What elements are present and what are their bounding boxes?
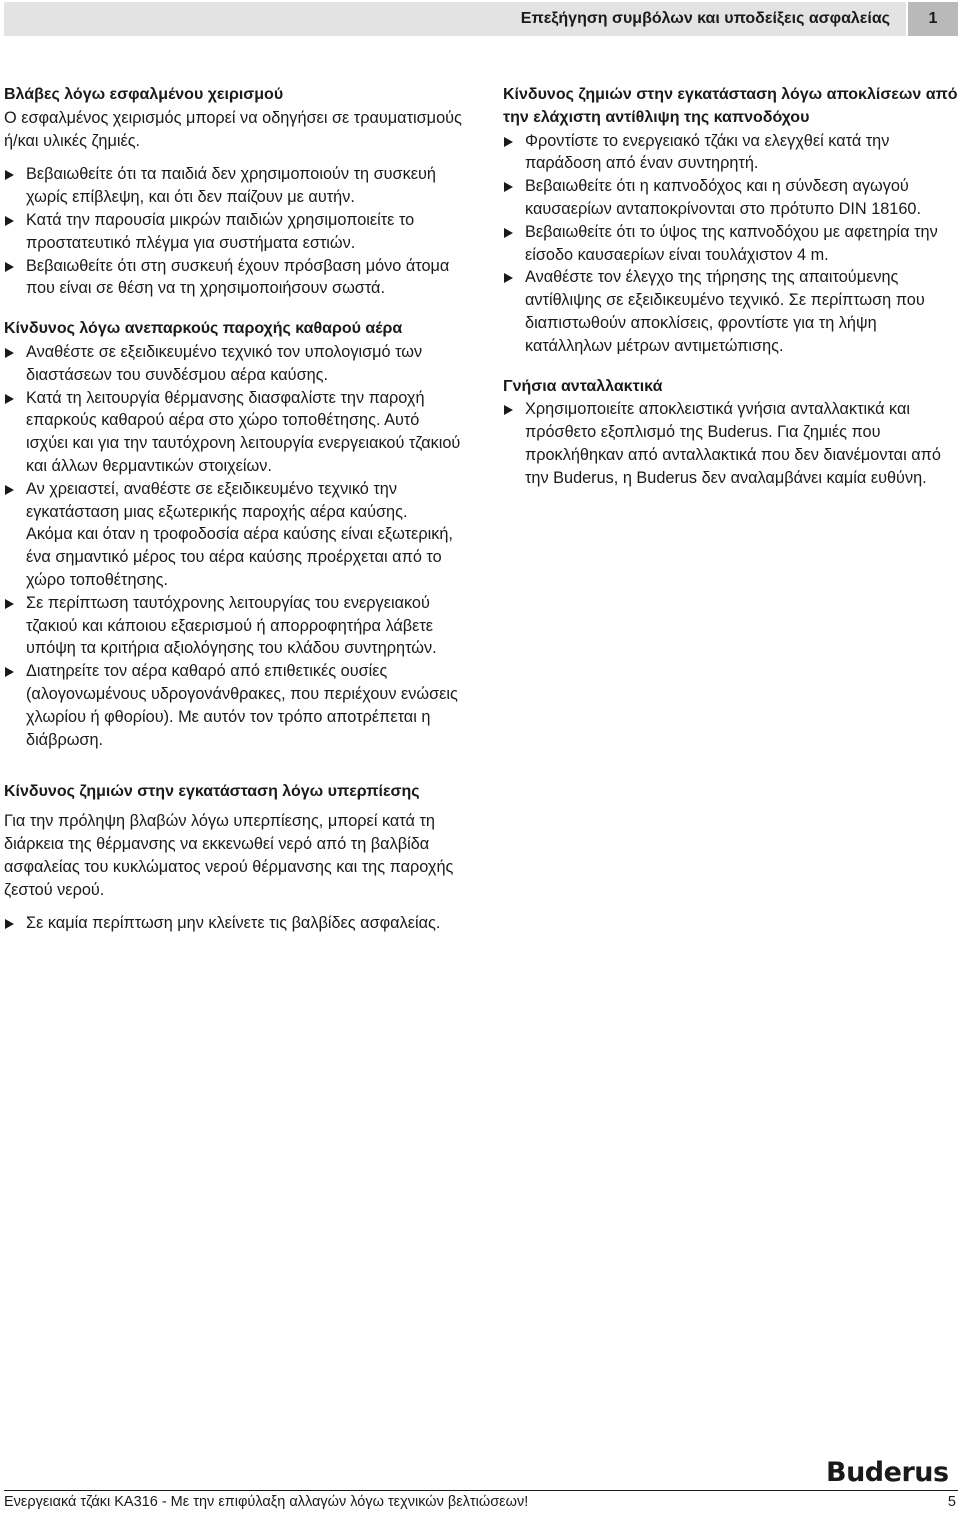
section-heading: Βλάβες λόγω εσφαλμένου χειρισμού [4, 86, 284, 103]
bullet-arrow-icon [5, 667, 14, 677]
section-heading: Γνήσια ανταλλακτικά [503, 377, 663, 395]
header-bar [4, 2, 906, 36]
list-item: Χρησιμοποιείτε αποκλειστικά γνήσια ανταλλακτικά και πρόσθετο εξοπλισμό της Buderus. Για ζημιές που προκλήθηκαν από ανταλλακτικά που δεν διανέμονται από την Buderus, η Buderus δεν αναλαμβάνει καμία ευθύνη. [503, 398, 958, 489]
list-item: Σε περίπτωση ταυτόχρονης λειτουργίας του ενεργειακού τζακιού και κάποιου εξαερισμού ή απορροφητήρα λάβετε υπόψη τα κριτήρια αξιολόγησης του κλάδου συντηρητών. [4, 592, 464, 660]
section-chimney [503, 84, 958, 358]
page-number: 5 [947, 1494, 956, 1510]
bullet-arrow-icon [5, 216, 14, 226]
bullet-arrow-icon [5, 919, 14, 929]
section-heading: Κίνδυνος ζημιών στην εγκατάσταση λόγω αποκλίσεων από την ελάχιστη αντίθλιψη της καπνοδόχου [503, 86, 958, 126]
bullet-arrow-icon [5, 394, 14, 404]
bullet-arrow-icon [5, 348, 14, 358]
bullet-list [4, 912, 464, 935]
chapter-number: 1 [908, 2, 958, 36]
list-item: Βεβαιωθείτε ότι στη συσκευή έχουν πρόσβαση μόνο άτομα που είναι σε θέση να τη χρησιμοποιήσουν σωστά. [4, 255, 464, 301]
bullet-arrow-icon [504, 228, 513, 238]
bullet-list [4, 341, 464, 751]
list-item: Βεβαιωθείτε ότι τα παιδιά δεν χρησιμοποιούν τη συσκευή χωρίς επίβλεψη, και ότι δεν παίζουν με αυτήν. [4, 163, 464, 209]
list-item: Κατά τη λειτουργία θέρμανσης διασφαλίστε την παροχή επαρκούς καθαρού αέρα στο χώρο τοποθέτησης. Αυτό ισχύει και για την ταυτόχρονη λειτουργία ενεργειακού τζακιού και άλλων θερμαντικών στοιχείων. [4, 387, 464, 478]
bullet-arrow-icon [504, 273, 513, 283]
left-column [4, 84, 464, 935]
section-title: Επεξήγηση συμβόλων και υποδείξεις ασφαλείας [520, 10, 890, 27]
bullet-arrow-icon [5, 262, 14, 272]
bullet-list [4, 163, 464, 300]
list-item: Βεβαιωθείτε ότι το ύψος της καπνοδόχου με αφετηρία την είσοδο καυσαερίων είναι τουλάχιστον 4 m. [503, 221, 958, 267]
section-heading: Κίνδυνος ζημιών στην εγκατάσταση λόγω υπερπίεσης [4, 783, 420, 801]
bullet-arrow-icon [504, 405, 513, 415]
bullet-arrow-icon [504, 182, 513, 192]
bullet-arrow-icon [5, 599, 14, 609]
list-item: Αν χρειαστεί, αναθέστε σε εξειδικευμένο τεχνικό την εγκατάσταση μιας εξωτερικής παροχής αέρα καύσης. Ακόμα και όταν η τροφοδοσία αέρα καύσης είναι εξωτερική, ένα σημαντικό μέρος του αέρα καύσης προέρχεται από το χώρο τοποθέτησης. [4, 478, 464, 592]
list-item: Διατηρείτε τον αέρα καθαρό από επιθετικές ουσίες (αλογονωμένους υδρογονάνθρακες, που περιέχουν ενώσεις χλωρίου ή φθορίου). Με αυτόν τον τρόπο αποτρέπεται η διάβρωση. [4, 660, 464, 751]
list-item: Βεβαιωθείτε ότι η καπνοδόχος και η σύνδεση αγωγού καυσαερίων ανταποκρίνονται στο πρότυπο DIN 18160. [503, 175, 958, 221]
footer-text: Ενεργειακά τζάκι KA316 - Με την επιφύλαξη αλλαγών λόγω τεχνικών βελτιώσεων! [4, 1494, 529, 1510]
section-intro: Ο εσφαλμένος χειρισμός μπορεί να οδηγήσει σε τραυματισμούς ή/και υλικές ζημιές. [4, 108, 462, 150]
section-overpressure [4, 781, 464, 935]
section-air-supply [4, 318, 464, 751]
bullet-list [503, 398, 958, 489]
buderus-logo: Buderus [826, 1457, 949, 1488]
list-item: Κατά την παρουσία μικρών παιδιών χρησιμοποιείτε το προστατευτικό πλέγμα για συστήματα εστιών. [4, 209, 464, 255]
section-intro: Για την πρόληψη βλαβών λόγω υπερπίεσης, μπορεί κατά τη διάρκεια της θέρμανσης να εκκενωθεί νερό από τη βαλβίδα ασφαλείας του κυκλώματος νερού θέρμανσης και της παροχής ζεστού νερού. [4, 812, 454, 899]
bullet-arrow-icon [5, 485, 14, 495]
list-item: Αναθέστε τον έλεγχο της τήρησης της απαιτούμενης αντίθλιψης σε εξειδικευμένο τεχνικό. Σε περίπτωση που διαπιστωθούν αποκλίσεις, φροντίστε για τη λήψη κατάλληλων μέτρων αντιμετώπισης. [503, 266, 958, 357]
bullet-list [503, 130, 958, 358]
bullet-arrow-icon [504, 137, 513, 147]
footer-divider [4, 1490, 958, 1491]
section-spare-parts [503, 376, 958, 490]
list-item: Φροντίστε το ενεργειακό τζάκι να ελεγχθεί κατά την παράδοση από έναν συντηρητή. [503, 130, 958, 176]
section-heading: Κίνδυνος λόγω ανεπαρκούς παροχής καθαρού αέρα [4, 320, 403, 338]
right-column [503, 84, 958, 490]
list-item: Σε καμία περίπτωση μην κλείνετε τις βαλβίδες ασφαλείας. [4, 912, 464, 935]
section-misuse [4, 84, 464, 300]
list-item: Αναθέστε σε εξειδικευμένο τεχνικό τον υπολογισμό των διαστάσεων του συνδέσμου αέρα καύσης. [4, 341, 464, 387]
list-item-note: Ακόμα και όταν η τροφοδοσία αέρα καύσης είναι εξωτερική, ένα σημαντικό μέρος του αέρα καύσης προέρχεται από το χώρο τοποθέτησης. [26, 525, 453, 589]
bullet-arrow-icon [5, 170, 14, 180]
